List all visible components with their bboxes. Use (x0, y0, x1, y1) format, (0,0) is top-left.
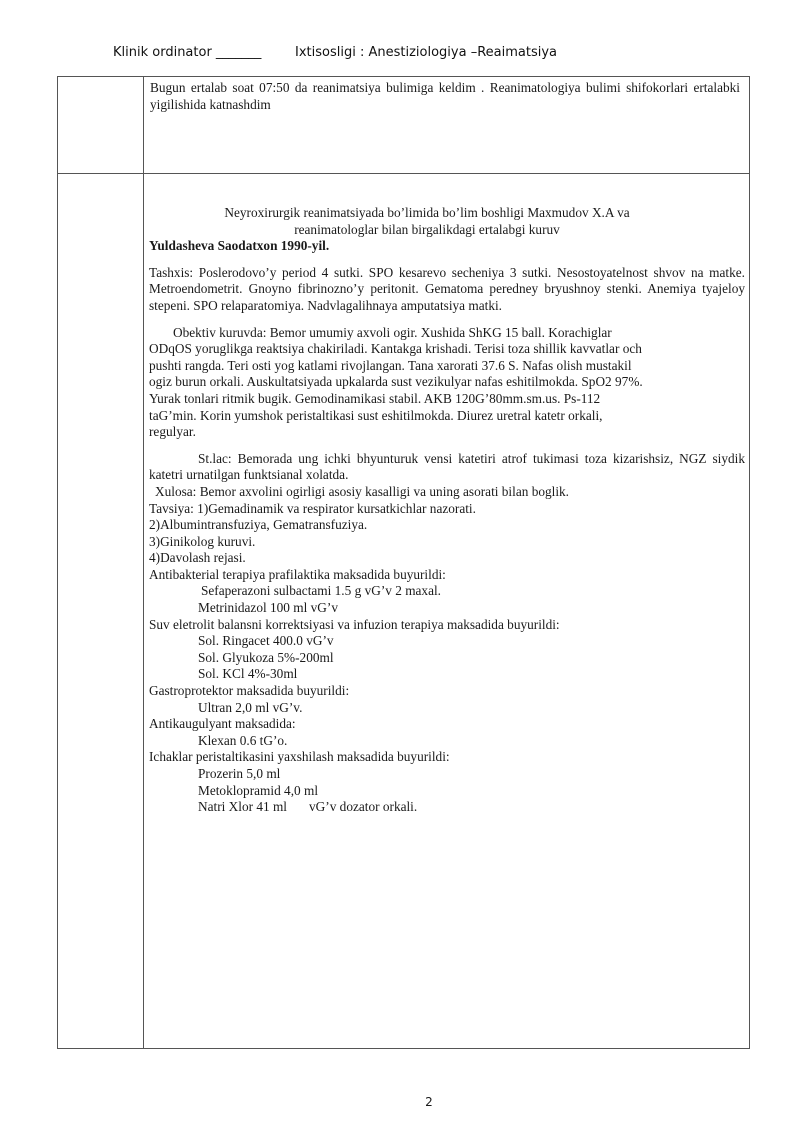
objective-line: taG’min. Korin yumshok peristaltikasi sust eshitilmokda. Diurez uretral katetr orkali, (149, 407, 603, 423)
diagnosis-paragraph: Tashxis: Poslerodovo’y period 4 sutki. SPO kesarevo secheniya 3 sutki. Nesostoyatelnost shvov na matke. Metroendometrit. Gnoyno fibrinozno’y peritonit. Gematoma peredney bryushnoy stenki. Anemiya tyajeloy stepeni. SPO relaparatomiya. Nadvlagalihnaya amputatsiya matki. (149, 264, 745, 313)
antibacterial-heading: Antibakterial terapiya prafilaktika maksadida buyurildi: (149, 566, 446, 582)
examination-record (149, 205, 745, 816)
status-localis: St.lac: Bemorada ung ichki bhyunturuk vensi katetiri atrof tukimasi toza kizarishsiz, NGZ siydik katetri urnatilgan funktsianal xolatda. (149, 450, 745, 483)
conclusion: Xulosa: Bemor axvolini ogirligi asosiy kasalligi va uning asorati bilan boglik. (155, 483, 569, 499)
drug-sefaperazon: Sefaperazoni sulbactami 1.5 g vG’v 2 maxal. (201, 583, 442, 599)
drug-natri-xlor (149, 799, 745, 816)
recommendation-line: Tavsiya: 1)Gemadinamik va respirator kursatkichlar nazorati. (149, 500, 476, 516)
recommendation-line: 3)Ginikolog kuruvi. (149, 533, 256, 549)
header-ordinator: Klinik ordinator _______ (113, 45, 262, 60)
anticoagulant-heading: Antikaugulyant maksadida: (149, 716, 296, 732)
objective-line: ogiz burun orkali. Auskultatsiyada upkalarda sust vezikulyar nafas eshitilmokda. SpO2 97%. (149, 374, 643, 390)
peristalsis-heading: Ichaklar peristaltikasini yaxshilash maksadida buyurildi: (149, 749, 450, 765)
patient-name: Yuldasheva Saodatxon 1990-yil. (149, 238, 330, 254)
drug-glyukoza: Sol. Glyukoza 5%-200ml (198, 649, 334, 665)
drug-prozerin: Prozerin 5,0 ml (198, 766, 281, 781)
table-row-divider (58, 173, 749, 174)
drug-metronidazol: Metrinidazol 100 ml vG’v (198, 600, 338, 616)
recommendation-line: 2)Albumintransfuziya, Gematransfuziya. (149, 517, 368, 533)
drug-metoklopramid: Metoklopramid 4,0 ml (198, 782, 319, 798)
fluid-therapy-heading: Suv eletrolit balansni korrektsiyasi va infuzion terapiya maksadida buyurildi: (149, 616, 560, 632)
gastroprotector-heading: Gastroprotektor maksadida buyurildi: (149, 683, 350, 699)
drug-klexan: Klexan 0.6 tG’o. (198, 732, 288, 748)
arrival-note: Bugun ertalab soat 07:50 da reanimatsiya bulimiga keldim . Reanimatologiya bulimi shifokorlari ertalabki yigilishida katnashdim (150, 80, 740, 112)
page-number: 2 (425, 1095, 433, 1109)
objective-line: Obektiv kuruvda: Bemor umumiy axvoli ogir. Xushida ShKG 15 ball. Korachiglar (173, 324, 612, 340)
page-header (113, 45, 557, 60)
drug-ringacet: Sol. Ringacet 400.0 vG’v (198, 633, 334, 649)
drug-natri-xlor-route: vG’v dozator orkali. (309, 799, 418, 815)
drug-ultran: Ultran 2,0 ml vG’v. (198, 699, 303, 715)
drug-kcl: Sol. KCl 4%-30ml (198, 666, 298, 682)
table-left-column-border (143, 77, 144, 1048)
drug-natri-xlor-dose: Natri Xlor 41 ml (198, 799, 288, 815)
exam-title-line-2: reanimatologlar bilan birgalikdagi ertalabgi kuruv (294, 221, 560, 237)
objective-line: Yurak tonlari ritmik bugik. Gemodinamikasi stabil. AKB 120G’80mm.sm.us. Ps-112 (149, 390, 601, 406)
exam-title-line-1: Neyroxirurgik reanimatsiyada bo’limida bo’lim boshligi Maxmudov X.A va (224, 205, 630, 220)
header-specialty: Ixtisosligi : Anestiziologiya –Reaimatsiya (295, 45, 557, 60)
objective-line: pushti rangda. Teri osti yog katlami rivojlangan. Tana xarorati 37.6 S. Nafas olish mustakil (149, 357, 632, 373)
recommendation-line: 4)Davolash rejasi. (149, 550, 246, 566)
objective-exam-paragraph (149, 325, 745, 441)
objective-line: regulyar. (149, 424, 196, 440)
objective-line: ODqOS yoruglikga reaktsiya chakiriladi. Kantakga krishadi. Terisi toza shillik kavvatlar och (149, 341, 642, 357)
